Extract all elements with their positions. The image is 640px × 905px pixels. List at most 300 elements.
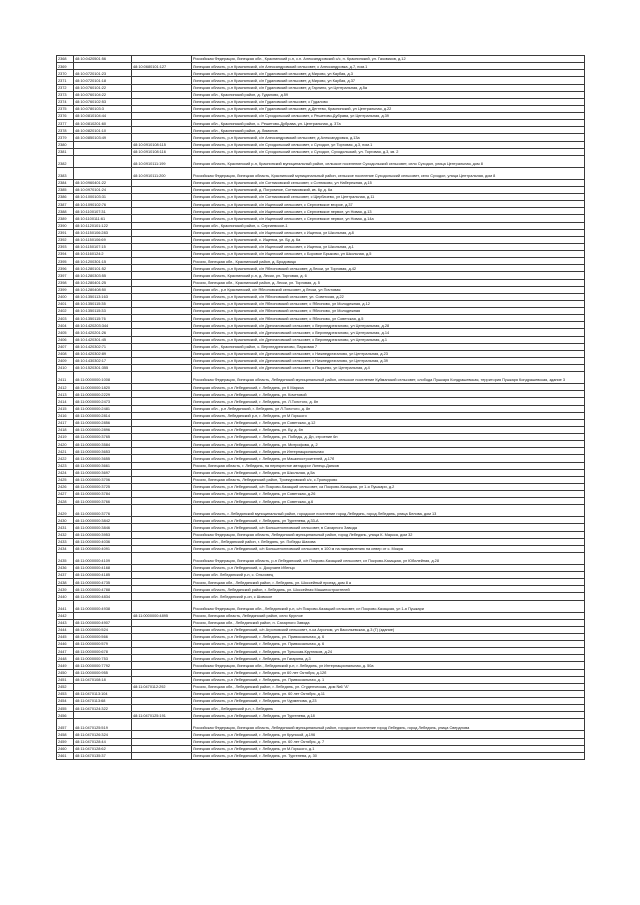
row-number-cell: 2377 xyxy=(57,120,74,127)
address-cell: Российская Федерация, Липецкая область, Краснинский муниципальный район, сельское поселение Суходольский сельсовет, село Суходол, улица Центральная, дом 8 xyxy=(192,167,585,179)
table-row xyxy=(57,77,585,84)
address-cell: Липецкая обл., Краснинский район, д. Лимонов xyxy=(192,127,585,134)
address-cell: Липецкая область, р-н Лебедянский, г. Лебедянь, ул Советская, д.6 xyxy=(192,498,585,505)
cadastral-building-cell xyxy=(132,243,192,250)
table-row xyxy=(57,648,585,655)
table-row xyxy=(57,455,585,462)
cadastral-building-cell xyxy=(132,491,192,498)
row-number-cell: 2376 xyxy=(57,113,74,120)
cadastral-building-cell xyxy=(132,384,192,391)
row-number-cell: 2446 xyxy=(57,641,74,648)
row-number-cell: 2374 xyxy=(57,98,74,105)
cadastral-building-cell xyxy=(132,70,192,77)
address-cell: Липецкая область, р-н Краснинский, с/п Дрезгаловский сельсовет, с Нижнедрезгалово, ул Центральная, д.23 xyxy=(192,350,585,357)
address-cell: Липецкая область, р-н Краснинский, с/п Дрезгаловский сельсовет, с Верхнедрезгалово, ул Центральная, д.28 xyxy=(192,322,585,329)
cadastral-land-cell: 48:11:0470128:62 xyxy=(74,745,132,752)
row-number-cell: 2428 xyxy=(57,498,74,505)
address-cell: Россия, Липецкая обл., Лебедянский район, г. Лебедянь, ул. Шоссейный проезд, дом 8 а xyxy=(192,579,585,586)
row-number-cell: 2443 xyxy=(57,619,74,626)
address-cell: Липецкая область, р-н Лебедянский, г. Лебедянь, ул. Бу, д. 6н xyxy=(192,426,585,433)
cadastral-land-cell: 48:11:0000000:4109 xyxy=(74,552,132,564)
cadastral-land-cell: 48:10:1350115:33 xyxy=(74,308,132,315)
row-number-cell: 2425 xyxy=(57,476,74,483)
row-number-cell: 2384 xyxy=(57,179,74,186)
address-cell: Липецкая область, р-н Краснинский, с/п Гудаловский сельсовет, д Гарлино, ул Центральная, д.5а xyxy=(192,84,585,91)
table-row xyxy=(57,491,585,498)
row-number-cell: 2421 xyxy=(57,448,74,455)
row-number-cell: 2394 xyxy=(57,251,74,258)
address-cell: Липецкая обл., Краснинский район, с. Решетово-Дубрава, ул. Центральная, д. 37а xyxy=(192,120,585,127)
cadastral-land-cell: 48:11:0000000:579 xyxy=(74,641,132,648)
row-number-cell: 2401 xyxy=(57,300,74,307)
row-number-cell: 2447 xyxy=(57,648,74,655)
table-row xyxy=(57,405,585,412)
address-cell: Липецкая область, р-н Лебедянский, г. Лебедянь, ул. Л.Толстого, д. 8н xyxy=(192,398,585,405)
address-cell: Российская Федерация, Липецкая обл., Лебедянский р-н, г. Лебедянь, ул Интернациональная, д. 50а xyxy=(192,662,585,669)
address-cell: Липецкая область, р-н Краснинский, с/п Сотниковский сельсовет, с Сотниково, ул Набережная, д.15 xyxy=(192,179,585,186)
cadastral-land-cell: 48:11:0000000:3953 xyxy=(74,531,132,538)
row-number-cell: 2379 xyxy=(57,134,74,141)
row-number-cell: 2404 xyxy=(57,322,74,329)
table-row xyxy=(57,222,585,229)
cadastral-building-cell xyxy=(132,698,192,705)
table-row xyxy=(57,258,585,265)
address-cell: Российская Федерация, Липецкая область, Лебедянский муниципальный район, город Лебедянь, улица К. Маркса, дом 32 xyxy=(192,531,585,538)
table-row xyxy=(57,167,585,179)
cadastral-building-cell xyxy=(132,552,192,564)
cadastral-land-cell: 48:11:0470124:322 xyxy=(74,705,132,712)
cadastral-land-cell: 48:10:1420201:26 xyxy=(74,329,132,336)
address-cell: Липецкая область, р-н Краснинский, с/п Яблоновский сельсовет, с Яблоново, ул Советская, д.5 xyxy=(192,315,585,322)
cadastral-building-cell xyxy=(132,127,192,134)
row-number-cell: 2442 xyxy=(57,612,74,619)
address-cell: Липецкая область, р-н Краснинский, с/п Суходольский сельсовет, с Решетово-Дубрава, ул Центральная, д.39 xyxy=(192,113,585,120)
row-number-cell: 2418 xyxy=(57,426,74,433)
table-row xyxy=(57,179,585,186)
cadastral-building-cell xyxy=(132,350,192,357)
table-row xyxy=(57,194,585,201)
row-number-cell: 2423 xyxy=(57,462,74,469)
table-row xyxy=(57,448,585,455)
address-cell: Липецкая область, р-н Лебедянский, г. Лебедянь, ул. Кочетовой xyxy=(192,391,585,398)
table-row xyxy=(57,531,585,538)
row-number-cell: 2445 xyxy=(57,633,74,640)
cadastral-land-cell xyxy=(74,63,132,70)
row-number-cell: 2386 xyxy=(57,194,74,201)
address-cell: Липецкая область, р-н Краснинский, с/п Гудаловский сельсовет, д Мирово, ул Каубая, д.37 xyxy=(192,77,585,84)
cadastral-building-cell xyxy=(132,272,192,279)
cadastral-building-cell xyxy=(132,641,192,648)
cadastral-building-cell xyxy=(132,398,192,405)
cadastral-building-cell xyxy=(132,483,192,490)
cadastral-building-cell xyxy=(132,279,192,286)
address-cell: Липецкая область, р-н Лебедянский, г. Лебедянь, ул Советская, д.12 xyxy=(192,419,585,426)
cadastral-land-cell: 48:11:0000000:4788 xyxy=(74,586,132,593)
cadastral-land-cell: 48:10:1090102:76 xyxy=(74,201,132,208)
cadastral-land-cell: 48:11:0000000:3655 xyxy=(74,455,132,462)
table-row xyxy=(57,705,585,712)
cadastral-building-cell xyxy=(132,752,192,759)
cadastral-building-cell xyxy=(132,293,192,300)
cadastral-land-cell: 48:11:0000000:566 xyxy=(74,633,132,640)
cadastral-building-cell xyxy=(132,531,192,538)
cadastral-building-cell xyxy=(132,593,192,600)
table-row xyxy=(57,286,585,293)
table-row xyxy=(57,300,585,307)
cadastral-building-cell xyxy=(132,524,192,531)
cadastral-land-cell: 48:10:1100111:61 xyxy=(74,215,132,222)
cadastral-building-cell xyxy=(132,201,192,208)
cadastral-land-cell: 48:10:1350115:76 xyxy=(74,315,132,322)
cadastral-land-cell: 48:11:0000000:4834 xyxy=(74,593,132,600)
cadastral-building-cell xyxy=(132,462,192,469)
cadastral-land-cell: 48:11:0000000:3725 xyxy=(74,483,132,490)
cadastral-building-cell xyxy=(132,329,192,336)
row-number-cell: 2437 xyxy=(57,572,74,579)
cadastral-land-cell: 48:11:0000000:3766 xyxy=(74,498,132,505)
address-cell: Липецкая область, р-н Лебедянский, г. Лебедянь, ул. 60 лет Октября, д.11 xyxy=(192,690,585,697)
row-number-cell: 2449 xyxy=(57,662,74,669)
address-cell: Липецкая область, р-н Лебедянский, г. Лебедянь, ул 60 лет Октября, д.12б xyxy=(192,669,585,676)
address-cell: Липецкая область, р-н Лебедянский, г. Лебедянь, ул. Привокзальная, д. 6 xyxy=(192,633,585,640)
table-row xyxy=(57,322,585,329)
address-cell: Липецкая область, р-н Краснинский, с/п Яблоновский сельсовет, с Яблоново, ул Молодежная, д.12 xyxy=(192,300,585,307)
table-row xyxy=(57,719,585,731)
address-cell: Липецкая область, р-н Лебедянский, г. Лебедянь, ул К Маркса xyxy=(192,384,585,391)
table-row xyxy=(57,293,585,300)
address-cell: Липецкая область, р-н Лебедянский, г. Лебедянь, ул. 60 лет Октября, д. 7 xyxy=(192,738,585,745)
cadastral-building-cell xyxy=(132,215,192,222)
table-row xyxy=(57,384,585,391)
address-cell: Липецкая область, Краснинский р-н, д. Лески, ул. Торговая, д. 6 xyxy=(192,272,585,279)
address-cell: Липецкая область, р-н Краснинский, с/п Дрезгаловский сельсовет, с Верхнедрезгалово, ул Центральная, д.14 xyxy=(192,329,585,336)
cadastral-building-cell xyxy=(132,731,192,738)
cadastral-land-cell: 48:11:0000000:3706 xyxy=(74,476,132,483)
table-row xyxy=(57,134,585,141)
cadastral-building-cell xyxy=(132,419,192,426)
address-cell: Липецкая область, р-н Краснинский, с. Ищенка, ул. Бу, д. 6а xyxy=(192,236,585,243)
row-number-cell: 2409 xyxy=(57,357,74,364)
table-row xyxy=(57,655,585,662)
cadastral-land-cell: 48:11:0470128:44 xyxy=(74,738,132,745)
cadastral-land-cell: 48:11:0000000:4036 xyxy=(74,538,132,545)
address-cell: Липецкая область, р-н Лебедянский, с/п Агроновский сельсовет, л-ка Агроном, ул Васильевская, д.3 (Г) (здание) xyxy=(192,626,585,633)
cadastral-building-cell xyxy=(132,222,192,229)
address-cell: Липецкая обл., р-н Лебедянский, г. Лебедянь, ул Л.Толстого, д. 8н xyxy=(192,405,585,412)
cadastral-building-cell xyxy=(132,564,192,571)
cadastral-building-cell: 48:10:0680101:127 xyxy=(132,63,192,70)
row-number-cell: 2378 xyxy=(57,127,74,134)
row-number-cell: 2395 xyxy=(57,258,74,265)
address-cell: Липецкая область, Лебедянский район, г. Лебедянь, ул. Шоссейная Машиностроителей xyxy=(192,586,585,593)
address-cell: Липецкая область, р-н Краснинский, с/п Яблоновский сельсовет, д Лески, ул Торговая, д.42 xyxy=(192,265,585,272)
address-cell: Россия, Липецкая обл., Краснинский район, д. Лески, ул. Торговая, д. 5 xyxy=(192,279,585,286)
cadastral-building-cell xyxy=(132,113,192,120)
table-row xyxy=(57,731,585,738)
address-cell: Липецкая область, р-н Краснинский, с/п Ищенский сельсовет, с Ищенка, ул Школьная, д.1 xyxy=(192,243,585,250)
cadastral-land-cell: 48:11:0000000:4091 xyxy=(74,545,132,552)
table-row xyxy=(57,70,585,77)
cadastral-building-cell xyxy=(132,236,192,243)
cadastral-land-cell: 48:10:1150106:283 xyxy=(74,229,132,236)
row-number-cell: 2371 xyxy=(57,77,74,84)
address-cell: Липецкая обл., р-н Краснинский, с/п Яблоновский сельсовет, д Лески, ул Почтовая xyxy=(192,286,585,293)
row-number-cell: 2450 xyxy=(57,669,74,676)
row-number-cell: 2434 xyxy=(57,545,74,552)
cadastral-land-cell: 48:10:1280101:52 xyxy=(74,265,132,272)
table-row xyxy=(57,91,585,98)
cadastral-building-cell xyxy=(132,633,192,640)
table-row xyxy=(57,538,585,545)
table-row xyxy=(57,127,585,134)
row-number-cell: 2372 xyxy=(57,84,74,91)
address-cell: Российская Федерация, Липецкая обл., Лебедянский р-н, с/п Покрово-Казацкий сельсовет, сл Покрово-Казацкая, ул 1-я Пушкари xyxy=(192,600,585,612)
cadastral-building-cell: 48:11:0470112:292 xyxy=(132,683,192,690)
cadastral-building-cell xyxy=(132,690,192,697)
table-row xyxy=(57,229,585,236)
cadastral-land-cell: 48:11:0000000:3653 xyxy=(74,448,132,455)
table-row xyxy=(57,155,585,167)
table-row xyxy=(57,498,585,505)
address-cell: Липецкая область, р-н Краснинский, с/п Дрезгаловский сельсовет, с Верхнедрезгалово, ул Центральная, д.1 xyxy=(192,336,585,343)
cadastral-land-cell xyxy=(74,148,132,155)
table-row xyxy=(57,426,585,433)
cadastral-land-cell: 48:10:1350113:163 xyxy=(74,293,132,300)
cadastral-building-cell xyxy=(132,498,192,505)
row-number-cell: 2460 xyxy=(57,745,74,752)
address-cell: Липецкая область, р-н Краснинский, с/п Гудаловский сельсовет, с Гудалово xyxy=(192,98,585,105)
cadastral-land-cell: 48:11:0000000:3584 xyxy=(74,441,132,448)
address-cell: Россия, Липецкая обл., Краснинский район, д. Бродовицо xyxy=(192,258,585,265)
row-number-cell: 2430 xyxy=(57,517,74,524)
address-cell: Липецкая область, р-н Лебедянский, г. Лебедянь, ул. Привокзальная, д. 1 xyxy=(192,676,585,683)
row-number-cell: 2448 xyxy=(57,655,74,662)
address-cell: Липецкая область, Краснинский р-н, Краснинский муниципальный район, сельское поселение Суходольский сельсовет, село Суходол, улица Центральная, дом 8 xyxy=(192,155,585,167)
address-cell: Липецкая область, р-н Лебедянский, г. Лебедянь, ул Тургенева, д.33-А xyxy=(192,517,585,524)
row-number-cell: 2406 xyxy=(57,336,74,343)
cadastral-land-cell: 48:10:1150107:15 xyxy=(74,243,132,250)
row-number-cell: 2439 xyxy=(57,586,74,593)
cadastral-building-cell xyxy=(132,391,192,398)
cadastral-building-cell xyxy=(132,545,192,552)
cadastral-building-cell xyxy=(132,336,192,343)
table-row xyxy=(57,683,585,690)
address-cell: Липецкая область, р-н Краснинский, с/п Александровский сельсовет, с Александровка, д.7, пом.1 xyxy=(192,63,585,70)
address-cell: Липецкая обл., Краснинский район, с. Сергиевское-1 xyxy=(192,222,585,229)
address-cell: Липецкая область, р-н Краснинский, с/п Суходольский сельсовет, с Суходол, Суходольский, ул. Торговая, д.3, кв. 2 xyxy=(192,148,585,155)
cadastral-building-cell xyxy=(132,655,192,662)
table-row xyxy=(57,641,585,648)
row-number-cell: 2440 xyxy=(57,593,74,600)
table-row xyxy=(57,265,585,272)
address-cell: Липецкая область, р-н Лебедянский, г. Лебедянь, ул Тульская-Кругликов, д.24 xyxy=(192,648,585,655)
table-row xyxy=(57,243,585,250)
cadastral-building-cell xyxy=(132,343,192,350)
table-row xyxy=(57,441,585,448)
row-number-cell: 2438 xyxy=(57,579,74,586)
address-cell: Липецкая область, р-н Лебедянский, г. Лебедянь, ул Крупской, д.196 xyxy=(192,731,585,738)
table-row xyxy=(57,336,585,343)
address-cell: Липецкая область, р-н Лебедянский, г. Лебедянь, ул Тургенева, д.18 xyxy=(192,712,585,719)
address-cell: Липецкая область, р-н Краснинский, с/п Александровский сельсовет, д Александровка, д.13а xyxy=(192,134,585,141)
address-cell: Липецкая область, р-н Краснинский, с/п Гудаловский сельсовет, д Мирово, ул Каубая, д.3 xyxy=(192,70,585,77)
cadastral-land-cell: 48:11:0000000:678 xyxy=(74,648,132,655)
cadastral-land-cell: 48:11:0470108:18 xyxy=(74,676,132,683)
row-number-cell: 2457 xyxy=(57,719,74,731)
table-row xyxy=(57,434,585,441)
table-row xyxy=(57,524,585,531)
cadastral-land-cell: 48:10:1520301:355 xyxy=(74,365,132,372)
address-cell: Липецкая область, р-н Лебедянский, с/п Покрово-Казацкий сельсовет, са Покрово-Казацкая, ул 1-я Пушкари, д.2 xyxy=(192,483,585,490)
row-number-cell: 2429 xyxy=(57,505,74,517)
table-row xyxy=(57,365,585,372)
cadastral-building-cell xyxy=(132,300,192,307)
cadastral-land-cell: 48:10:0850103:49 xyxy=(74,134,132,141)
table-row xyxy=(57,662,585,669)
table-row xyxy=(57,579,585,586)
row-number-cell: 2399 xyxy=(57,286,74,293)
row-number-cell: 2400 xyxy=(57,293,74,300)
cadastral-land-cell: 48:10:1420302:89 xyxy=(74,350,132,357)
address-cell: Россия, Липецкая обл., Лебедянский район, г. Лебедянь, ул. Студенческая, дом №6 "А" xyxy=(192,683,585,690)
address-cell: Российская Федерация, Липецкая область, Лебедянский муниципальный район, городское поселение город Лебедянь, город Лебедянь, улица Свердлова xyxy=(192,719,585,731)
row-number-cell: 2455 xyxy=(57,705,74,712)
row-number-cell: 2370 xyxy=(57,70,74,77)
address-cell: Липецкая область, р-н Краснинский, с/п Ищенский сельсовет, с Сергиевское первое, ул Новая, д.13 xyxy=(192,208,585,215)
table-row xyxy=(57,517,585,524)
table-row xyxy=(57,669,585,676)
cadastral-building-cell xyxy=(132,426,192,433)
cadastral-building-cell xyxy=(132,441,192,448)
cadastral-building-cell xyxy=(132,258,192,265)
cadastral-building-cell xyxy=(132,357,192,364)
cadastral-building-cell xyxy=(132,98,192,105)
cadastral-building-cell xyxy=(132,600,192,612)
row-number-cell: 2431 xyxy=(57,524,74,531)
row-number-cell: 2454 xyxy=(57,698,74,705)
property-table xyxy=(56,55,585,760)
cadastral-building-cell xyxy=(132,120,192,127)
address-cell: Липецкая обл., Лебедянский район, г. Лебедянь, ул. Победы Шахова xyxy=(192,538,585,545)
address-cell: Липецкая обл., Лебедянский р-н, г. Лебедянь xyxy=(192,705,585,712)
cadastral-land-cell: 48:10:1100107:31 xyxy=(74,208,132,215)
row-number-cell: 2392 xyxy=(57,236,74,243)
row-number-cell: 2390 xyxy=(57,222,74,229)
cadastral-building-cell: 48:10:0910111:199 xyxy=(132,155,192,167)
cadastral-building-cell xyxy=(132,372,192,384)
row-number-cell: 2451 xyxy=(57,676,74,683)
address-cell: Российская Федерация, Липецкая область, р-н Лебедянский, с/п Покрово-Казацкий сельсовет, сл Покрово-Казацкая, ул Юбилейная, д.28 xyxy=(192,552,585,564)
cadastral-building-cell xyxy=(132,434,192,441)
cadastral-land-cell: 48:11:0000000:753 xyxy=(74,655,132,662)
table-row xyxy=(57,329,585,336)
address-cell: Липецкая область, р-н Лебедянский, с/п Большепопловский сельсовет, в 100 м на направлению на север от с. Мокра xyxy=(192,545,585,552)
row-number-cell: 2459 xyxy=(57,738,74,745)
cadastral-land-cell: 48:11:0000000:2473 xyxy=(74,398,132,405)
table-row xyxy=(57,476,585,483)
table-row xyxy=(57,600,585,612)
cadastral-building-cell xyxy=(132,91,192,98)
address-cell: Липецкая область, р-н Краснинский, с/п Суходольский сельсовет, с Суходол, ул Торговая, д.3, пом.1 xyxy=(192,141,585,148)
row-number-cell: 2382 xyxy=(57,155,74,167)
row-number-cell: 2405 xyxy=(57,329,74,336)
row-number-cell: 2456 xyxy=(57,712,74,719)
table-row xyxy=(57,738,585,745)
address-cell: Липецкая область, р-н Краснинский, с/п Ищенский сельсовет, с Боровое Брыково, ул Школьная, д.5 xyxy=(192,251,585,258)
table-row xyxy=(57,148,585,155)
address-cell: Липецкая область, р-н Краснинский, с/п Гудаловский сельсовет, д Дегтево, Краснинский, ул Центральная, д.22 xyxy=(192,105,585,112)
cadastral-land-cell: 48:11:0000000:955 xyxy=(74,669,132,676)
address-cell: Липецкая область, р-н Краснинский, с/п Ищенский сельсовет, с Ищенка, ул Школьная, д.8 xyxy=(192,229,585,236)
cadastral-land-cell: 48:11:0470135:37 xyxy=(74,752,132,759)
address-cell: Липецкая область, р-н Краснинский, с/п Дрезгаловский сельсовет, с Нижнедрезгалово, ул Центральная, д.39 xyxy=(192,357,585,364)
cadastral-land-cell: 48:11:0000000:7792 xyxy=(74,662,132,669)
property-table-body xyxy=(57,56,585,760)
cadastral-building-cell xyxy=(132,179,192,186)
cadastral-land-cell: 48:10:0820101:10 xyxy=(74,127,132,134)
cadastral-land-cell: 48:10:1120101:122 xyxy=(74,222,132,229)
cadastral-land-cell: 48:11:0000000:2856 xyxy=(74,419,132,426)
cadastral-building-cell xyxy=(132,517,192,524)
table-row xyxy=(57,113,585,120)
row-number-cell: 2416 xyxy=(57,412,74,419)
cadastral-land-cell xyxy=(74,141,132,148)
row-number-cell: 2408 xyxy=(57,350,74,357)
cadastral-land-cell: 48:11:0000000:4938 xyxy=(74,600,132,612)
table-row xyxy=(57,462,585,469)
table-row xyxy=(57,505,585,517)
cadastral-building-cell: 48:11:0000000:4895 xyxy=(132,612,192,619)
table-row xyxy=(57,357,585,364)
cadastral-land-cell: 48:10:1350115:35 xyxy=(74,300,132,307)
table-row xyxy=(57,572,585,579)
table-row xyxy=(57,552,585,564)
cadastral-land-cell: 48:11:0000000:1008 xyxy=(74,372,132,384)
row-number-cell: 2441 xyxy=(57,600,74,612)
table-row xyxy=(57,745,585,752)
table-row xyxy=(57,564,585,571)
address-cell: Липецкая область, р-н Лебедянский, г. Лебедянь, ул М.Горького, д.1 xyxy=(192,745,585,752)
cadastral-land-cell: 48:10:0760104:22 xyxy=(74,91,132,98)
cadastral-land-cell: 48:10:0720101:23 xyxy=(74,70,132,77)
table-row xyxy=(57,690,585,697)
address-cell: Липецкая обл. Лебедянский р-н, с. Ольховец xyxy=(192,572,585,579)
cadastral-land-cell: 48:11:0000000:2814 xyxy=(74,412,132,419)
address-cell: Липецкая область, р-н Краснинский, с/п Яблоновский сельсовет, ул. Советская, д.22 xyxy=(192,293,585,300)
cadastral-land-cell xyxy=(74,167,132,179)
address-cell: Российская Федерация, Липецкая область, Лебедянский муниципальный район, сельское поселение Куйманский сельсовет, слобода Пушкаря Кондрашевская, территория Пушкаря Кондрашевская, здание 3 xyxy=(192,372,585,384)
cadastral-building-cell: 48:10:0910108:116 xyxy=(132,148,192,155)
row-number-cell: 2427 xyxy=(57,491,74,498)
row-number-cell: 2436 xyxy=(57,564,74,571)
address-cell: Липецкая область, р-н Лебедянский, г. Лебедянь, ул Гагарина, д.3 xyxy=(192,655,585,662)
cadastral-land-cell: 48:11:0000000:3784 xyxy=(74,491,132,498)
cadastral-land-cell: 48:11:0000000:4168 xyxy=(74,564,132,571)
cadastral-building-cell xyxy=(132,586,192,593)
row-number-cell: 2398 xyxy=(57,279,74,286)
row-number-cell: 2412 xyxy=(57,384,74,391)
cadastral-building-cell xyxy=(132,308,192,315)
row-number-cell: 2433 xyxy=(57,538,74,545)
cadastral-building-cell xyxy=(132,77,192,84)
address-cell: Липецкая область, г. Лебедянский муниципальный район, городское поселение город Лебедянь, город Лебедянь, улица Белова, дом 13 xyxy=(192,505,585,517)
cadastral-land-cell: 48:11:0000000:3776 xyxy=(74,505,132,517)
table-row xyxy=(57,279,585,286)
table-row xyxy=(57,201,585,208)
cadastral-building-cell xyxy=(132,619,192,626)
row-number-cell: 2380 xyxy=(57,141,74,148)
cadastral-land-cell xyxy=(74,712,132,719)
